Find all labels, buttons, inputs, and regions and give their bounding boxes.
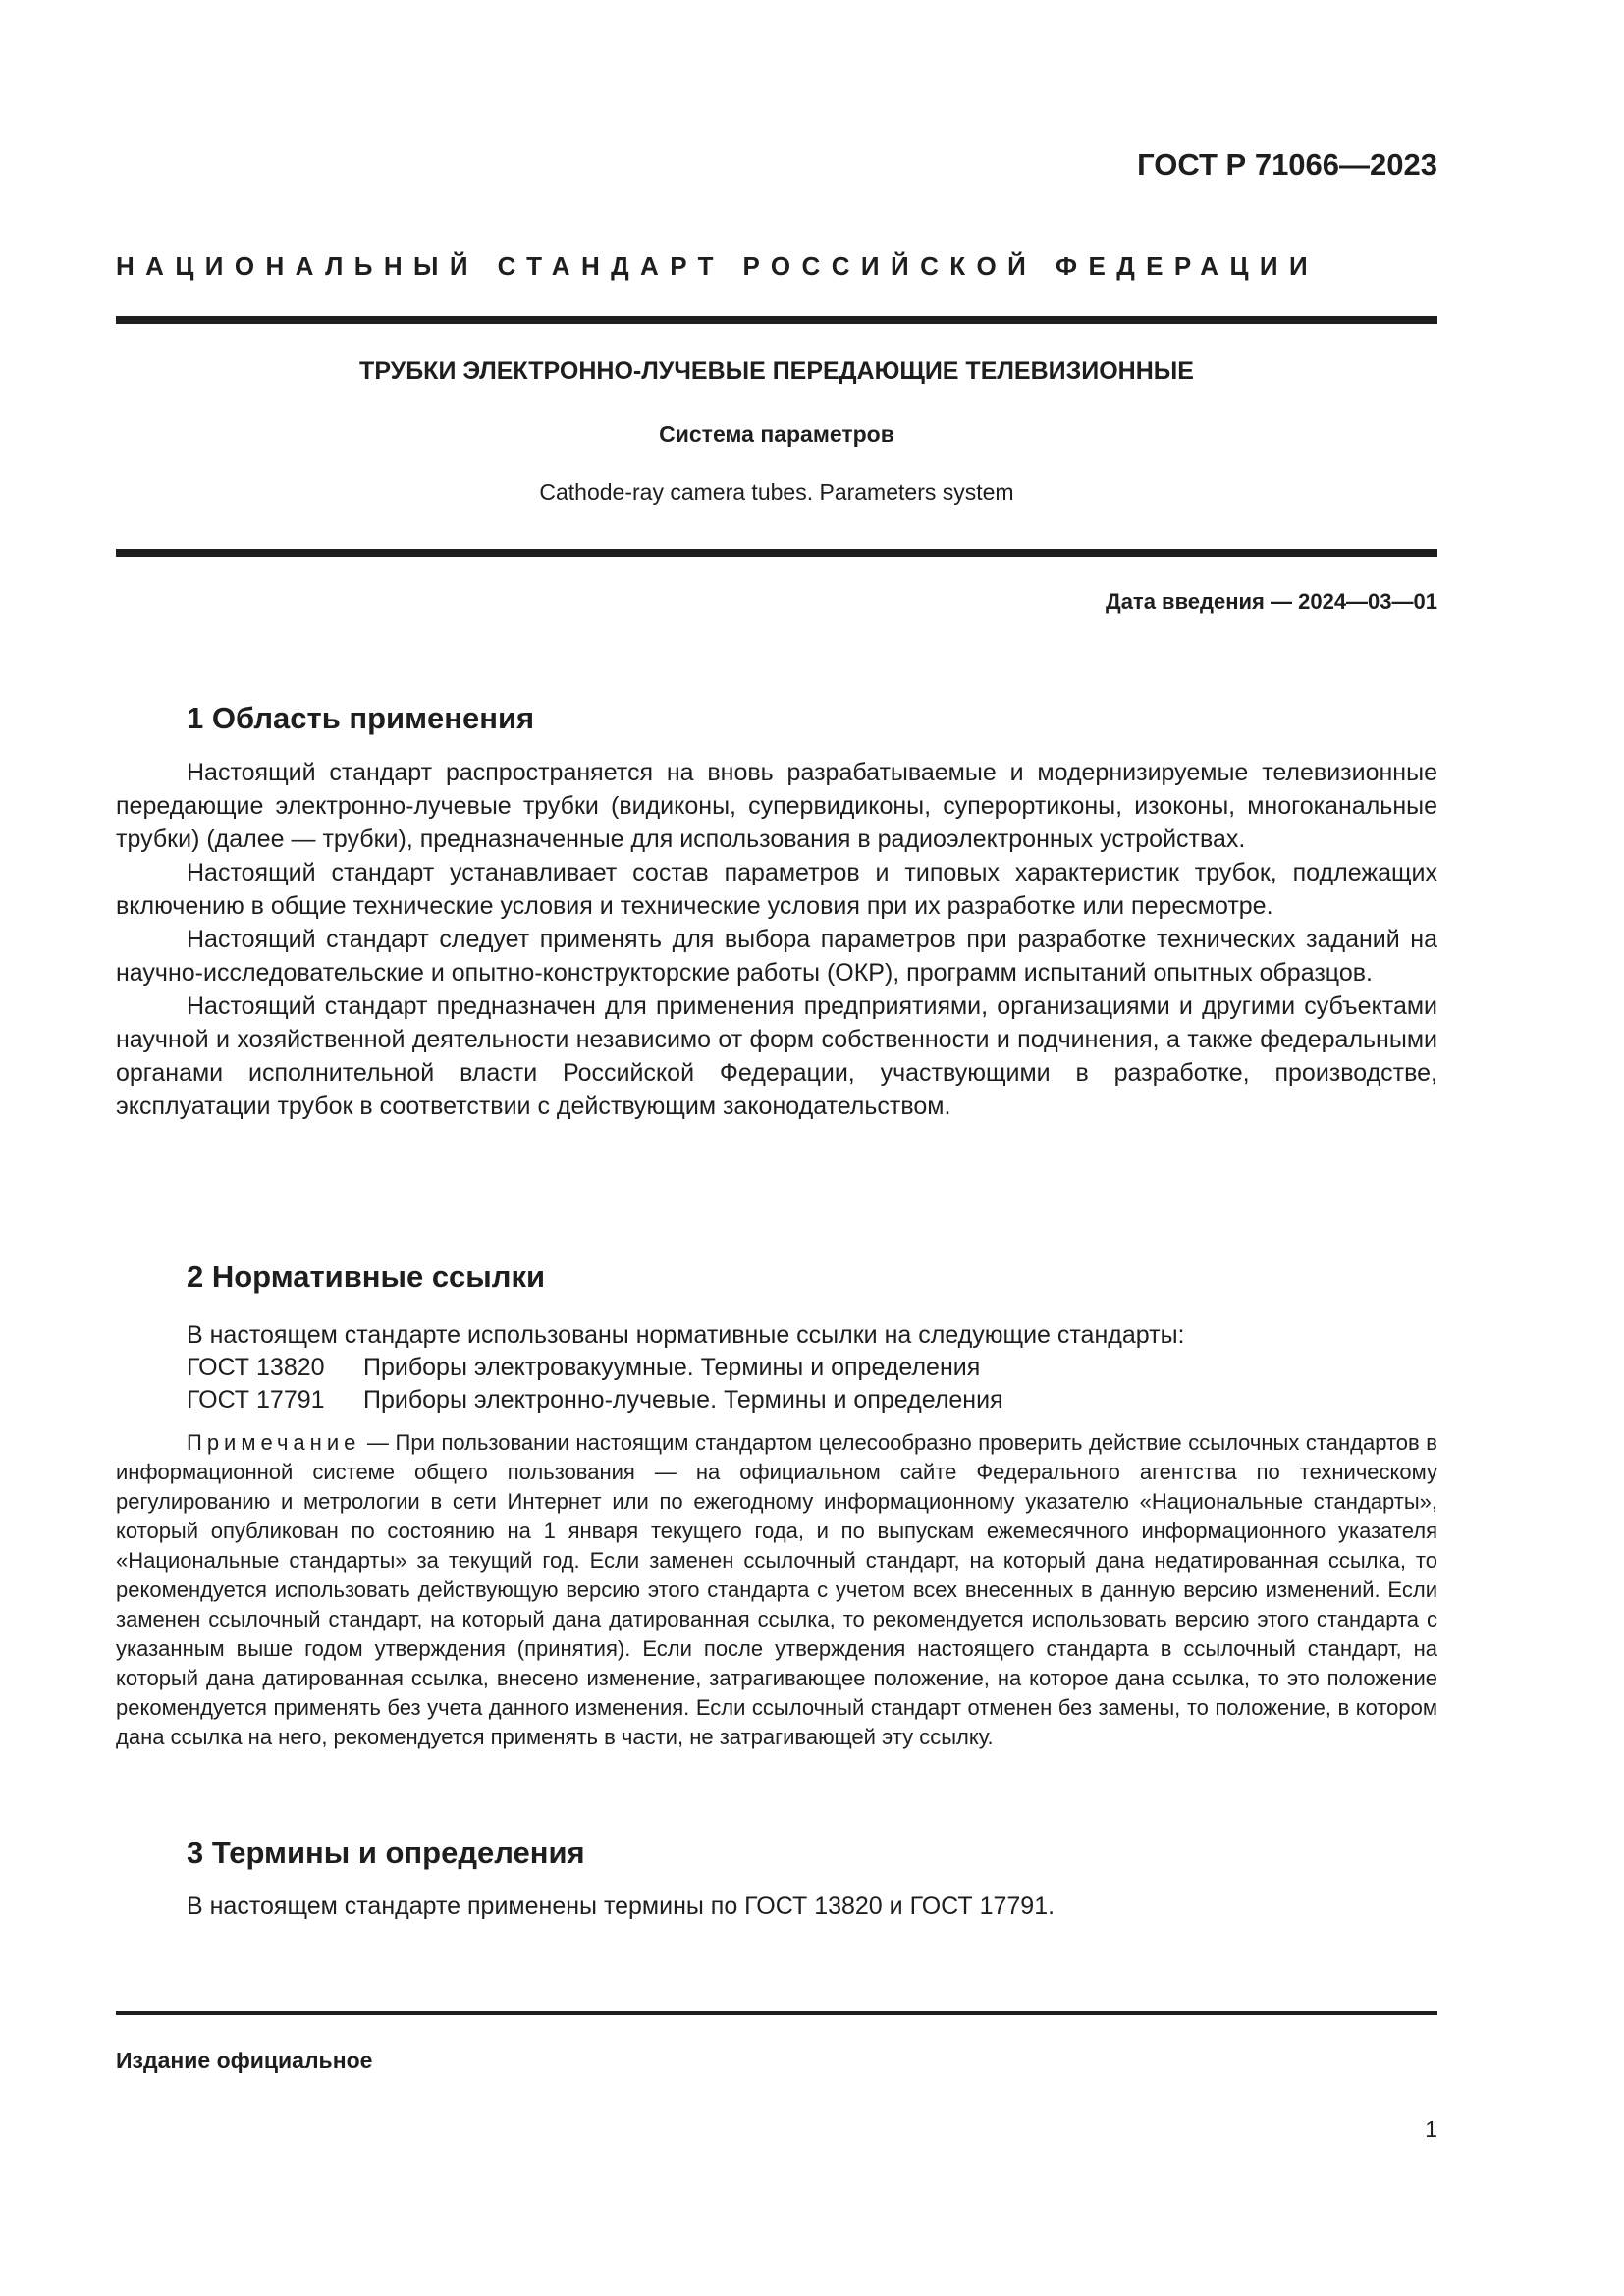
- section-1-paragraph: Настоящий стандарт предназначен для применения предприятиями, организациями и другими субъектами научной и хозяйственной деятельности независимо от форм собственности и подчинения, а также федеральными органами исполнительной власти Российской Федерации, участвующими в разработке, производстве, эксплуатации трубок в соответствии с действующим законодательством.: [116, 992, 1437, 1120]
- official-edition-label: Издание официальное: [116, 2048, 373, 2073]
- reference-code: ГОСТ 17791: [187, 1386, 325, 1414]
- introduction-date: Дата введения — 2024—03—01: [1106, 589, 1437, 614]
- page-number: 1: [1425, 2116, 1437, 2142]
- reference-item: [187, 1352, 1184, 1384]
- middle-divider: [116, 549, 1437, 557]
- section-2-heading: 2 Нормативные ссылки: [187, 1259, 546, 1294]
- document-subtitle: Система параметров: [659, 421, 894, 447]
- document-code: ГОСТ Р 71066—2023: [1137, 147, 1437, 182]
- section-2-intro: В настоящем стандарте использованы нормативные ссылки на следующие стандарты:: [187, 1321, 1185, 1349]
- top-divider: [116, 316, 1437, 324]
- reference-title: Приборы электровакуумные. Термины и определения: [363, 1354, 981, 1381]
- section-2-references: [187, 1319, 1184, 1416]
- english-title: Cathode-ray camera tubes. Parameters system: [539, 479, 1014, 505]
- bottom-divider: [116, 2011, 1437, 2015]
- reference-item: [187, 1384, 1184, 1416]
- note-text: — При пользовании настоящим стандартом целесообразно проверить действие ссылочных стандартов в информационной системе общего пользования — на официальном сайте Федерального агентства по техническому регулированию и метрологии в сети Интернет или по ежегодному информационному указателю «Национальные стандарты», который опубликован по состоянию на 1 января текущего года, и по выпускам ежемесячного информационного указателя «Национальные стандарты» за текущий год. Если заменен ссылочный стандарт, на который дана недатированная ссылка, то рекомендуется использовать действующую версию этого стандарта с учетом всех внесенных в данную версию изменений. Если заменен ссылочный стандарт, на который дана датированная ссылка, то рекомендуется использовать версию этого стандарта с указанным выше годом утверждения (принятия). Если после утверждения настоящего стандарта в ссылочный стандарт, на который дана датированная ссылка, внесено изменение, затрагивающее положение, на которое дана ссылка, то это положение рекомендуется применять без учета данного изменения. Если ссылочный стандарт отменен без замены, то положение, в котором дана ссылка на него, рекомендуется применять в части, не затрагивающей эту ссылку.: [116, 1430, 1437, 1749]
- section-1-paragraph: Настоящий стандарт устанавливает состав параметров и типовых характеристик трубок, подлежащих включению в общие технические условия и технические условия при их разработке или пересмотре.: [116, 859, 1437, 920]
- national-standard-banner: НАЦИОНАЛЬНЫЙ СТАНДАРТ РОССИЙСКОЙ ФЕДЕРАЦИИ: [116, 251, 1320, 281]
- reference-title: Приборы электронно-лучевые. Термины и определения: [363, 1386, 1003, 1414]
- reference-note: [116, 1428, 1437, 1752]
- section-1-paragraph: Настоящий стандарт распространяется на вновь разрабатываемые и модернизируемые телевизионные передающие электронно-лучевые трубки (видиконы, супервидиконы, суперортиконы, изоконы, многоканальные трубки) (далее — трубки), предназначенные для использования в радиоэлектронных устройствах.: [116, 759, 1437, 853]
- section-3-text: В настоящем стандарте применены термины по ГОСТ 13820 и ГОСТ 17791.: [187, 1893, 1056, 1920]
- section-1-body: [116, 756, 1437, 1123]
- section-1-paragraph: Настоящий стандарт следует применять для выбора параметров при разработке технических заданий на научно-исследовательские и опытно-конструкторские работы (ОКР), программ испытаний опытных образцов.: [116, 926, 1437, 987]
- document-title: ТРУБКИ ЭЛЕКТРОННО-ЛУЧЕВЫЕ ПЕРЕДАЮЩИЕ ТЕЛЕВИЗИОННЫЕ: [359, 357, 1194, 385]
- section-3-heading: 3 Термины и определения: [187, 1836, 585, 1870]
- section-1-heading: 1 Область применения: [187, 701, 535, 735]
- reference-code: ГОСТ 13820: [187, 1354, 325, 1381]
- note-label: Примечание: [187, 1430, 361, 1455]
